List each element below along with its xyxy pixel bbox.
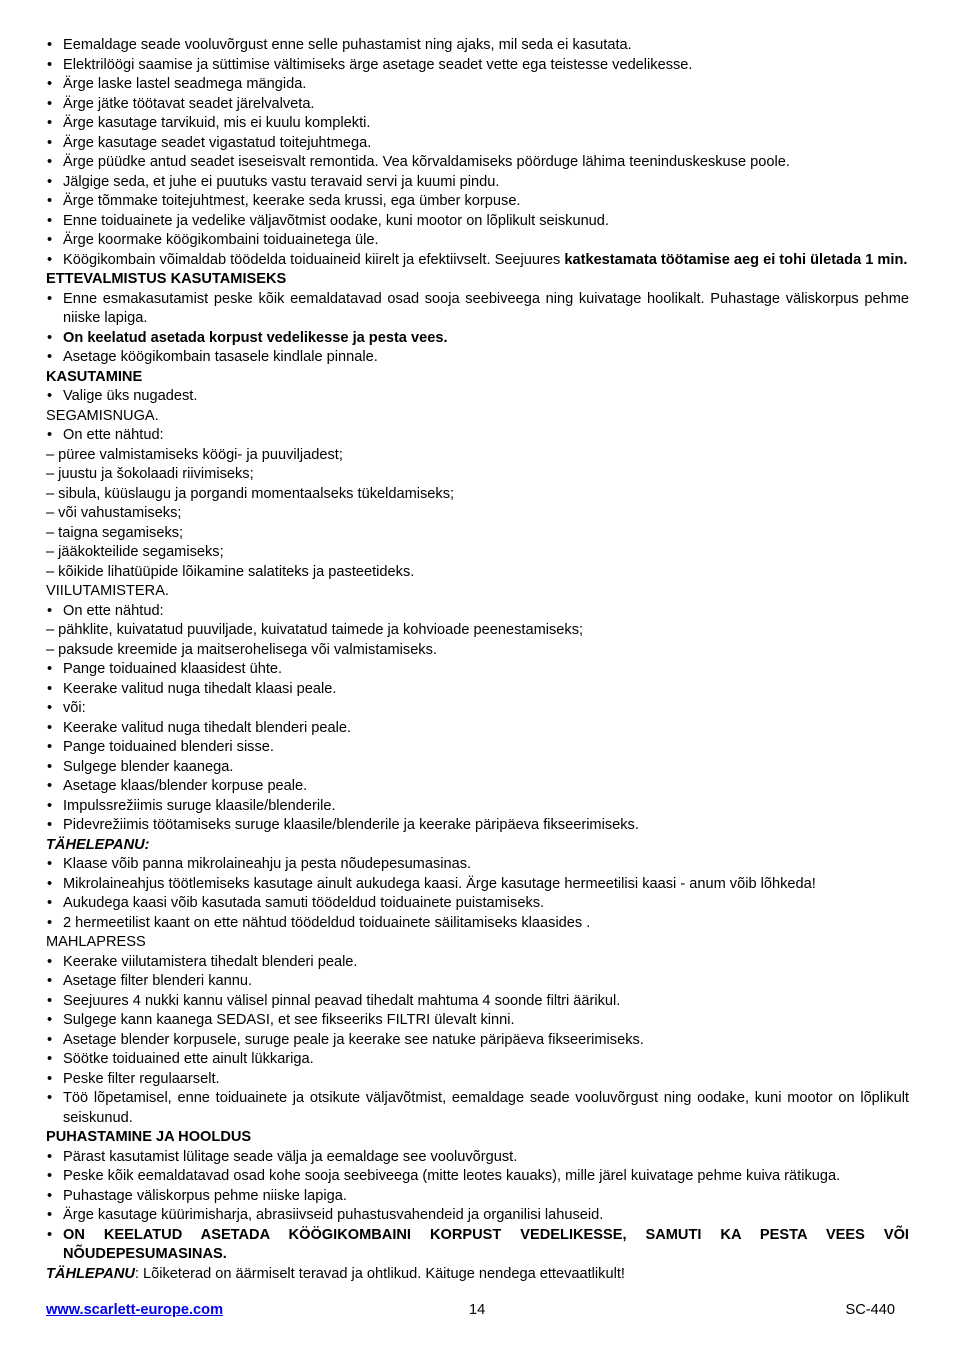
text-run: – püree valmistamiseks köögi- ja puuviljadest;: [46, 446, 343, 463]
bullet-item: [46, 114, 909, 134]
model-number: SC-440: [845, 1302, 895, 1318]
text-run: Peske kõik eemaldatavad osad kohe sooja seebiveega (mitte leotes kauaks), mille järel kuivatage pehme kuiva rätikuga.: [63, 1168, 841, 1184]
text-line: [46, 621, 909, 641]
bullet-item: [46, 1089, 909, 1128]
text-line: [46, 933, 909, 953]
text-run: Ärge laske lastel seadmega mängida.: [63, 76, 307, 92]
bullet-item: [46, 134, 909, 154]
text-run: Töö lõpetamisel, enne toiduainete ja otsikute väljavõtmist, eemaldage seade vooluvõrgust ning oodake, kuni mootor on lõplikult seiskunud.: [63, 1090, 909, 1126]
bullet-item: [46, 290, 909, 329]
text-run: Aukudega kaasi võib kasutada samuti töödeldud toiduainete puistamiseks.: [63, 895, 545, 911]
bullet-item: [46, 1187, 909, 1207]
bullet-item: [46, 1206, 909, 1226]
text-line: [46, 465, 909, 485]
bullet-item: [46, 231, 909, 251]
bullet-item: [46, 1011, 909, 1031]
text-run: Asetage köögikombain tasasele kindlale pinnale.: [63, 349, 378, 365]
text-run: – pähklite, kuivatatud puuviljade, kuivatatud taimede ja kohvioade peenestamiseks;: [46, 622, 584, 638]
text-run: Ärge jätke töötavat seadet järelvalveta.: [63, 95, 315, 112]
bullet-item: [46, 738, 909, 758]
text-run: Seejuures 4 nukki kannu välisel pinnal peavad tihedalt mahtuma 4 soonde filtri äärikul.: [63, 992, 621, 1009]
bullet-item: [46, 972, 909, 992]
text-line: [46, 563, 909, 583]
text-run: Pange toiduained klaasidest ühte.: [63, 661, 283, 677]
bullet-item: [46, 56, 909, 76]
text-line: [46, 543, 909, 563]
bullet-item: [46, 426, 909, 446]
page-footer: [46, 1302, 909, 1322]
text-run: Impulssrežiimis suruge klaasile/blenderile.: [63, 797, 336, 814]
text-line: [46, 582, 909, 602]
text-run: Söötke toiduained ette ainult lükkariga.: [63, 1051, 314, 1067]
text-run: On ette nähtud:: [63, 602, 164, 619]
bullet-item: [46, 914, 909, 934]
text-run: 2 hermeetilist kaant on ette nähtud töödeldud toiduainete säilitamiseks klaasides .: [63, 914, 591, 931]
bullet-item-warning: [46, 1226, 909, 1265]
text-line: [46, 446, 909, 466]
text-run: või:: [63, 700, 86, 716]
bullet-item: [46, 758, 909, 778]
text-run: On ette nähtud:: [63, 427, 164, 443]
bullet-item-warning: [46, 329, 909, 349]
text-run: ON KEELATUD ASETADA KÖÖGIKOMBAINI KORPUST VEDELIKESSE, SAMUTI KA PESTA VEES VÕI NÕUDEPESUMASINAS.: [63, 1226, 909, 1262]
note-heading: [46, 836, 909, 856]
bullet-item: [46, 1148, 909, 1168]
bullet-item: [46, 1167, 909, 1187]
text-line: [46, 485, 909, 505]
text-line: [46, 641, 909, 661]
text-run: Klaase võib panna mikrolaineahju ja pesta nõudepesumasinas.: [63, 856, 472, 872]
text-run: Sulgege kann kaanega SEDASI, et see fikseeriks FILTRI ülevalt kinni.: [63, 1012, 515, 1028]
bullet-item: [46, 992, 909, 1012]
bullet-item: [46, 95, 909, 115]
text-run: Ärge tõmmake toitejuhtmest, keerake seda krussi, ega ümber korpuse.: [63, 193, 521, 209]
document-body: [46, 36, 909, 1284]
text-run: Eemaldage seade vooluvõrgust enne selle puhastamist ning ajaks, mil seda ei kasutata.: [63, 37, 632, 53]
text-run: Peske filter regulaarselt.: [63, 1070, 220, 1087]
bullet-item: [46, 797, 909, 817]
text-run: Ärge kasutage seadet vigastatud toitejuhtmega.: [63, 134, 372, 151]
text-run: Köögikombain võimaldab töödelda toiduaineid kiirelt ja efektiivselt. Seejuures: [63, 251, 565, 268]
text-run: : Lõiketerad on äärmiselt teravad ja ohtlikud. Käituge nendega ettevaatlikult!: [134, 1265, 625, 1282]
text-run: – või vahustamiseks;: [46, 505, 182, 521]
section-heading: [46, 368, 909, 388]
text-run: – juustu ja šokolaadi riivimiseks;: [46, 466, 254, 482]
text-line: [46, 504, 909, 524]
bullet-item: [46, 602, 909, 622]
bullet-item: [46, 251, 909, 271]
bullet-item: [46, 816, 909, 836]
bullet-item: [46, 173, 909, 193]
text-run: Elektrilöögi saamise ja süttimise vältimiseks ärge asetage seadet vette ega teistesse vedelikesse.: [63, 56, 693, 73]
text-run: – sibula, küüslaugu ja porgandi momentaalseks tükeldamiseks;: [46, 485, 455, 502]
text-run: TÄHELEPANU:: [46, 836, 150, 853]
bullet-item: [46, 777, 909, 797]
bullet-item: [46, 875, 909, 895]
text-run: Mikrolaineahjus töötlemiseks kasutage ainult aukudega kaasi. Ärge kasutage hermeetilisi kaasi - anum võib lõhkeda!: [63, 875, 816, 892]
text-run: ETTEVALMISTUS KASUTAMISEKS: [46, 271, 287, 287]
text-run: SEGAMISNUGA.: [46, 407, 159, 424]
text-run: VIILUTAMISTERA.: [46, 583, 169, 599]
page-number: 14: [469, 1302, 486, 1318]
bullet-item: [46, 75, 909, 95]
section-heading: [46, 1128, 909, 1148]
text-run: Ärge püüdke antud seadet iseseisvalt remontida. Vea kõrvaldamiseks pöörduge lähima teeninduskeskuse poole.: [63, 154, 790, 170]
text-line: [46, 524, 909, 544]
text-run: Asetage blender korpusele, suruge peale ja keerake see natuke päripäeva fikseerimiseks.: [63, 1031, 644, 1048]
bullet-item: [46, 1070, 909, 1090]
text-line: [46, 1265, 909, 1285]
text-line: [46, 407, 909, 427]
text-run: – jääkokteilide segamiseks;: [46, 544, 224, 560]
bullet-item: [46, 894, 909, 914]
bullet-item: [46, 387, 909, 407]
text-run: – taigna segamiseks;: [46, 524, 184, 541]
text-run: Keerake valitud nuga tihedalt blenderi peale.: [63, 719, 352, 736]
bullet-item: [46, 953, 909, 973]
text-run: PUHASTAMINE JA HOOLDUS: [46, 1129, 252, 1145]
text-run: TÄHLEPANU: [46, 1265, 135, 1282]
text-run: Enne esmakasutamist peske kõik eemaldatavad osad sooja seebiveega ning kuivatage hoolikalt. Puhastage väliskorpus pehme niiske lapiga.: [63, 290, 909, 326]
text-run: Pärast kasutamist lülitage seade välja ja eemaldage see vooluvõrgust.: [63, 1148, 518, 1165]
bullet-item: [46, 212, 909, 232]
text-run: Pange toiduained blenderi sisse.: [63, 739, 274, 755]
text-run: Pidevrežiimis töötamiseks suruge klaasile/blenderile ja keerake päripäeva fikseerimiseks.: [63, 817, 639, 833]
text-run: Asetage filter blenderi kannu.: [63, 973, 253, 989]
text-run: Jälgige seda, et juhe ei puutuks vastu teravaid servi ja kuumi pindu.: [63, 173, 500, 190]
bullet-item: [46, 719, 909, 739]
text-run: Enne toiduainete ja vedelike väljavõtmist oodake, kuni mootor on lõplikult seiskunud.: [63, 212, 609, 229]
text-run: Ärge koormake köögikombaini toiduainetega üle.: [63, 232, 379, 248]
text-run: MAHLAPRESS: [46, 934, 146, 950]
text-run: On keelatud asetada korpust vedelikesse ja pesta vees.: [63, 329, 448, 346]
bullet-item: [46, 348, 909, 368]
bullet-item: [46, 192, 909, 212]
bullet-item: [46, 1050, 909, 1070]
website-link[interactable]: www.scarlett-europe.com: [46, 1302, 224, 1318]
text-run: Keerake viilutamistera tihedalt blenderi peale.: [63, 953, 358, 970]
text-run: Sulgege blender kaanega.: [63, 758, 234, 775]
bullet-item: [46, 36, 909, 56]
bullet-item: [46, 855, 909, 875]
bullet-item: [46, 680, 909, 700]
bullet-item: [46, 1031, 909, 1051]
text-run: katkestamata töötamise aeg ei tohi ületada 1 min.: [564, 251, 908, 268]
text-run: KASUTAMINE: [46, 368, 143, 385]
text-run: Ärge kasutage tarvikuid, mis ei kuulu komplekti.: [63, 115, 371, 131]
section-heading: [46, 270, 909, 290]
text-run: – paksude kreemide ja maitserohelisega või valmistamiseks.: [46, 641, 437, 658]
text-run: – kõikide lihatüüpide lõikamine salatiteks ja pasteetideks.: [46, 563, 415, 580]
text-run: Ärge kasutage küürimisharja, abrasiivseid puhastusvahendeid ja organilisi lahuseid.: [63, 1207, 604, 1223]
bullet-item: [46, 660, 909, 680]
bullet-item: [46, 153, 909, 173]
text-run: Asetage klaas/blender korpuse peale.: [63, 778, 308, 794]
text-run: Valige üks nugadest.: [63, 388, 198, 404]
text-run: Keerake valitud nuga tihedalt klaasi peale.: [63, 680, 337, 697]
bullet-item: [46, 699, 909, 719]
text-run: Puhastage väliskorpus pehme niiske lapiga.: [63, 1187, 347, 1204]
